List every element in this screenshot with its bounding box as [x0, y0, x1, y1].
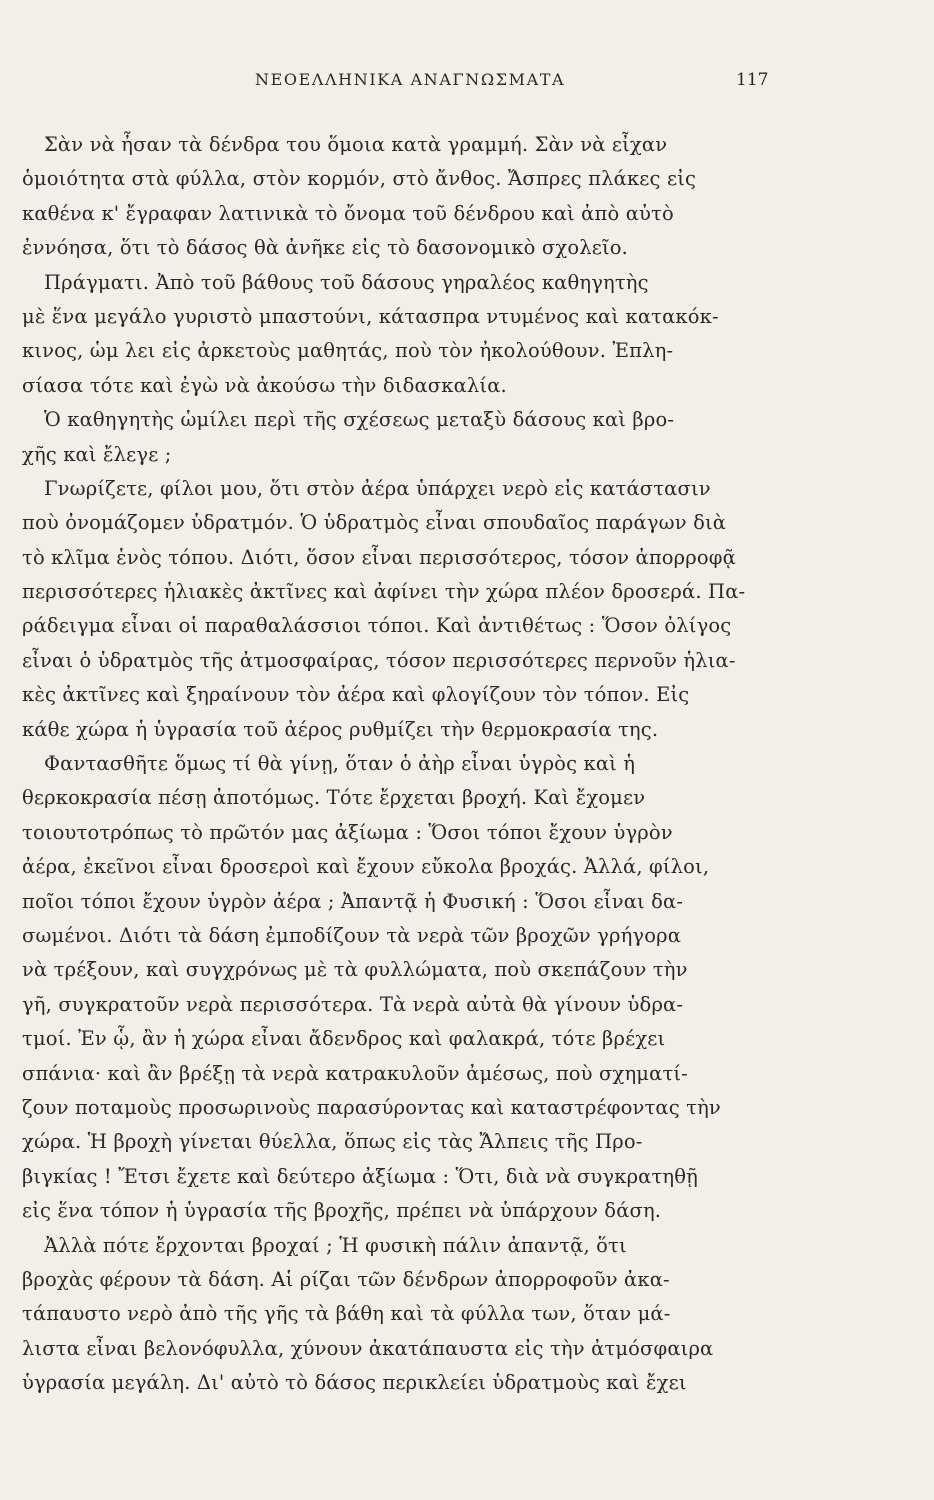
text-line: εἰς ἕνα τόπον ἡ ὑγρασία τῆς βροχῆς, πρέπει νὰ ὑπάρχουν δάση. — [22, 1199, 662, 1223]
text-line: ἐννόησα, ὅτι τὸ δάσος θὰ ἀνῆκε εἰς τὸ δασονομικὸ σχολεῖο. — [22, 236, 629, 260]
text-line: τὸ κλῖμα ἑνὸς τόπου. Διότι, ὅσον εἶναι περισσότερος, τόσον ἀπορροφᾷ — [22, 545, 736, 569]
text-line: χῆς καὶ ἔλεγε ; — [22, 442, 172, 466]
text-line: ποῖοι τόποι ἔχουν ὑγρὸν ἀέρα ; Ἀπαντᾷ ἡ Φυσική : Ὅσοι εἶναι δα- — [22, 889, 684, 913]
text-line: κινος, ὡμ λει εἰς ἀρκετοὺς μαθητάς, ποὺ τὸν ἠκολούθουν. Ἐπλη- — [22, 339, 674, 363]
text-line: ὁμοιότητα στὰ φύλλα, στὸν κορμόν, στὸ ἄνθος. Ἄσπρες πλάκες εἰς — [22, 167, 697, 191]
text-line: κάθε χώρα ἡ ὑγρασία τοῦ ἀέρος ρυθμίζει τὴν θερμοκρασία της. — [22, 717, 659, 741]
text-line: ράδειγμα εἶναι οἱ παραθαλάσσιοι τόποι. Καὶ ἀντιθέτως : Ὅσον ὀλίγος — [22, 614, 732, 638]
text-line: Φαντασθῆτε ὅμως τί θὰ γίνῃ, ὅταν ὁ ἀὴρ εἶναι ὑγρὸς καὶ ἡ — [44, 752, 636, 776]
text-line: λιστα εἶναι βελονόφυλλα, χύνουν ἀκατάπαυστα εἰς τὴν ἀτμόσφαιρα — [22, 1336, 714, 1360]
text-line: νὰ τρέξουν, καὶ συγχρόνως μὲ τὰ φυλλώματα, ποὺ σκεπάζουν τὴν — [22, 958, 688, 982]
running-title: ΝΕΟΕΛΛΗΝΙΚΑ ΑΝΑΓΝΩΣΜΑΤΑ — [255, 70, 566, 89]
text-line: Πράγματι. Ἀπὸ τοῦ βάθους τοῦ δάσους γηραλέος καθηγητὴς — [44, 270, 649, 294]
text-line: περισσότερες ἡλιακὲς ἀκτῖνες καὶ ἀφίνει τὴν χώρα πλέον δροσερά. Πα- — [22, 580, 746, 604]
page-header — [0, 70, 934, 100]
text-line: σπάνια· καὶ ἂν βρέξῃ τὰ νερὰ κατρακυλοῦν ἀμέσως, ποὺ σχηματί- — [22, 1061, 688, 1085]
text-line: Ἀλλὰ πότε ἔρχονται βροχαί ; Ἡ φυσικὴ πάλιν ἀπαντᾷ, ὅτι — [44, 1233, 627, 1257]
text-line: βροχὰς φέρουν τὰ δάση. Αἱ ρίζαι τῶν δένδρων ἀπορροφοῦν ἀκα- — [22, 1267, 670, 1291]
text-line: Σὰν νὰ ἦσαν τὰ δένδρα του ὅμοια κατὰ γραμμή. Σὰν νὰ εἶχαν — [44, 133, 668, 156]
text-line: ἀέρα, ἐκεῖνοι εἶναι δροσεροὶ καὶ ἔχουν εὔκολα βροχάς. Ἀλλά, φίλοι, — [22, 855, 710, 879]
text-line: σωμένοι. Διότι τὰ δάση ἐμποδίζουν τὰ νερὰ τῶν βροχῶν γρήγορα — [22, 923, 682, 947]
text-line: ὑγρασία μεγάλη. Δι' αὐτὸ τὸ δάσος περικλείει ὑδρατμοὺς καὶ ἔχει — [22, 1371, 687, 1395]
text-line: ζουν ποταμοὺς προσωρινοὺς παρασύροντας καὶ καταστρέφοντας τὴν — [22, 1095, 721, 1119]
text-line: τοιουτοτρόπως τὸ πρῶτόν μας ἀξίωμα : Ὅσοι τόποι ἔχουν ὑγρὸν — [22, 820, 673, 844]
body-text — [22, 128, 782, 1400]
text-line: χώρα. Ἡ βροχὴ γίνεται θύελλα, ὅπως εἰς τὰς Ἄλπεις τῆς Προ- — [22, 1130, 643, 1154]
text-line: κὲς ἀκτῖνες καὶ ξηραίνουν τὸν ἀέρα καὶ φλογίζουν τὸν τόπον. Εἰς — [22, 683, 690, 707]
text-line: μὲ ἕνα μεγάλο γυριστὸ μπαστούνι, κάτασπρα ντυμένος καὶ κατακόκ- — [22, 304, 719, 328]
text-line: τάπαυστο νερὸ ἀπὸ τῆς γῆς τὰ βάθη καὶ τὰ φύλλα των, ὅταν μά- — [22, 1302, 671, 1326]
text-line: θερκοκρασία πέσῃ ἀποτόμως. Τότε ἔρχεται βροχή. Καὶ ἔχομεν — [22, 786, 646, 810]
text-line: Γνωρίζετε, φίλοι μου, ὅτι στὸν ἀέρα ὑπάρχει νερὸ εἰς κατάστασιν — [44, 476, 711, 500]
text-line: σίασα τότε καὶ ἐγὼ νὰ ἀκούσω τὴν διδασκαλία. — [22, 373, 507, 397]
text-line: γῆ, συγκρατοῦν νερὰ περισσότερα. Τὰ νερὰ αὐτὰ θὰ γίνουν ὑδρα- — [22, 992, 684, 1016]
text-line: τμοί. Ἐν ᾧ, ἂν ἡ χώρα εἶναι ἄδενδρος καὶ φαλακρά, τότε βρέχει — [22, 1027, 666, 1051]
text-line: ποὺ ὀνομάζομεν ὑδρατμόν. Ὁ ὑδρατμὸς εἶναι σπουδαῖος παράγων διὰ — [22, 511, 727, 535]
text-line: εἶναι ὁ ὑδρατμὸς τῆς ἀτμοσφαίρας, τόσον περισσότερες περνοῦν ἡλια- — [22, 648, 736, 672]
text-line: βιγκίας ! Ἔτσι ἔχετε καὶ δεύτερο ἀξίωμα : Ὅτι, διὰ νὰ συγκρατηθῇ — [22, 1164, 698, 1188]
text-line: καθένα κ' ἔγραφαν λατινικὰ τὸ ὄνομα τοῦ δένδρου καὶ ἀπὸ αὐτὸ — [22, 201, 674, 225]
text-line: Ὁ καθηγητὴς ὡμίλει περὶ τῆς σχέσεως μεταξὺ δάσους καὶ βρο- — [44, 408, 675, 432]
page-number: 117 — [736, 70, 769, 90]
